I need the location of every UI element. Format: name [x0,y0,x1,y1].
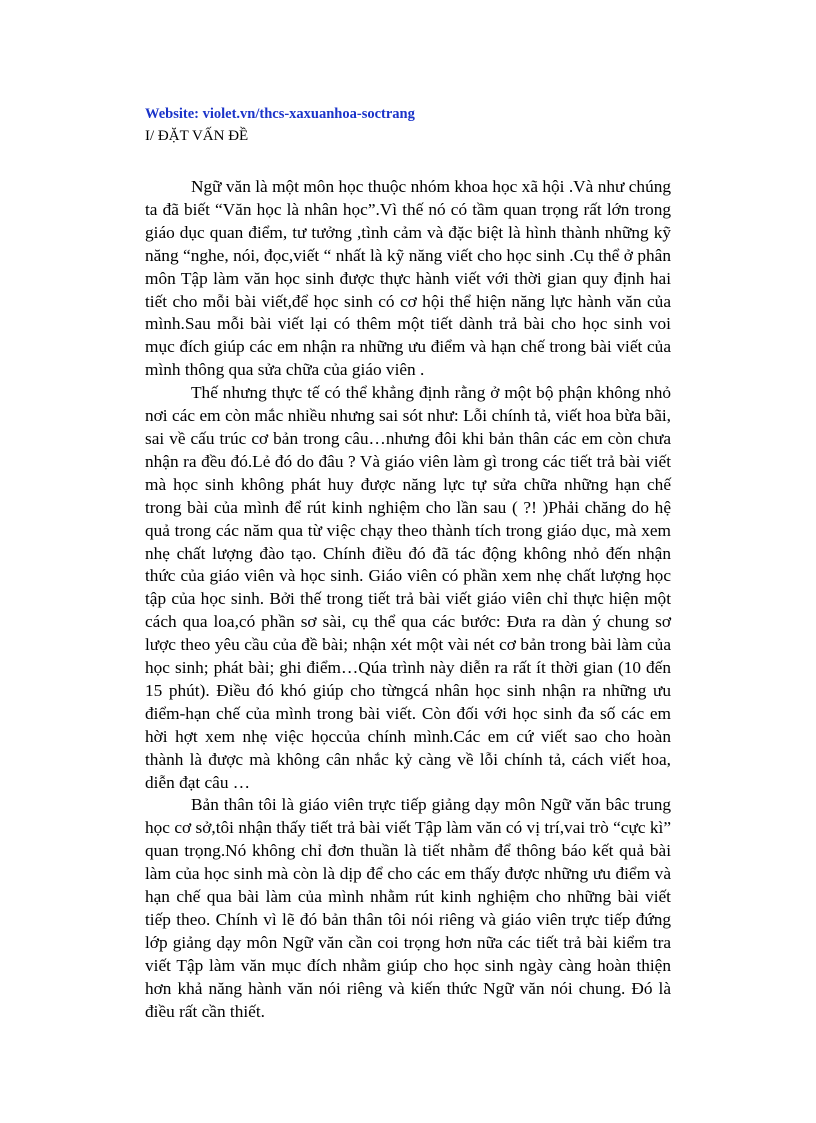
paragraph-1: Ngữ văn là một môn học thuộc nhóm khoa học xã hội .Và như chúng ta đã biết “Văn học là nhân học”.Vì thế nó có tầm quan trọng rất lớn trong giáo dục quan điểm, tư tưởng ,tình cảm và đặc biệt là hình thành những kỹ năng “nghe, nói, đọc,viết “ nhất là kỹ năng viết cho học sinh .Cụ thể ở phân môn Tập làm văn học sinh được thực hành viết với thời gian quy định hai tiết cho mỗi bài viết,để học sinh có cơ hội thể hiện năng lực hành văn của mình.Sau mỗi bài viết lại có thêm một tiết dành trả bài cho học sinh voi mục đích giúp các em nhận ra những ưu điểm và hạn chế trong bài viết của mình thông qua sửa chữa của giáo viên . [145,177,671,380]
section-heading: I/ ĐẶT VẤN ĐỀ [145,128,249,144]
paragraph-2: Thế nhưng thực tế có thể khẳng định rằng ở một bộ phận không nhỏ nơi các em còn mắc nhiều nhưng sai sót như: Lỗi chính tả, viết hoa bừa bãi, sai về cấu trúc cơ bản trong câu…nhưng đôi khi bản thân các em còn chưa nhận ra đều đó.Lẻ đó do đâu ? Và giáo viên làm gì trong các tiết trả bài viết mà học sinh không phát huy được năng lực tự sửa chữa những hạn chế trong bài của mình để rút kinh nghiệm cho lần sau ( ?! )Phải chăng do hệ quả trong các năm qua từ việc chạy theo thành tích trong giáo dục, mà xem nhẹ chất lượng đào tạo. Chính điều đó đã tác động không nhỏ đến nhận thức của giáo viên và học sinh. Giáo viên có phần xem nhẹ chất lượng học tập của học sinh. Bởi thế trong tiết trả bài viết giáo viên chỉ thực hiện một cách qua loa,có phần sơ sài, cụ thể qua các bước: Đưa ra dàn ý chung sơ lược theo yêu cầu của đề bài; nhận xét một vài nét cơ bản trong bài làm của học sinh; phát bài; ghi điểm…Qúa trình này diễn ra rất ít thời gian (10 đến 15 phút). Điều đó khó giúp cho từngcá nhân học sinh nhận ra những ưu điểm-hạn chế của mình trong bài viết. Còn đối với học sinh đa số các em hời hợt xem nhẹ việc họccủa chính mình.Các em cứ viết sao cho hoàn thành là được mà không cân nhắc kỷ càng về lỗi chính tả, cách viết hoa, diễn đạt câu … [145,383,671,792]
document-body [145,176,671,1024]
paragraph-3: Bản thân tôi là giáo viên trực tiếp giảng dạy môn Ngữ văn bâc trung học cơ sở,tôi nhận thấy tiết trả bài viết Tập làm văn có vị trí,vai trò “cực kì” quan trọng.Nó không chỉ đơn thuần là tiết nhằm để thông báo kết quả bài làm của học sinh mà còn là dịp để cho các em thấy được những ưu điểm và hạn chế qua bài làm của mình nhằm rút kinh nghiệm cho những bài viết tiếp theo. Chính vì lẽ đó bản thân tôi nói riêng và giáo viên trực tiếp đứng lớp giảng dạy môn Ngữ văn cần coi trọng hơn nữa các tiết trả bài kiểm tra viết Tập làm văn mục đích nhằm giúp cho học sinh ngày càng hoàn thiện hơn khả năng hành văn nói riêng và kiến thức Ngữ văn nói chung. Đó là điều rất cần thiết. [145,795,671,1021]
website-link[interactable]: Website: violet.vn/thcs-xaxuanhoa-soctrang [145,106,415,122]
